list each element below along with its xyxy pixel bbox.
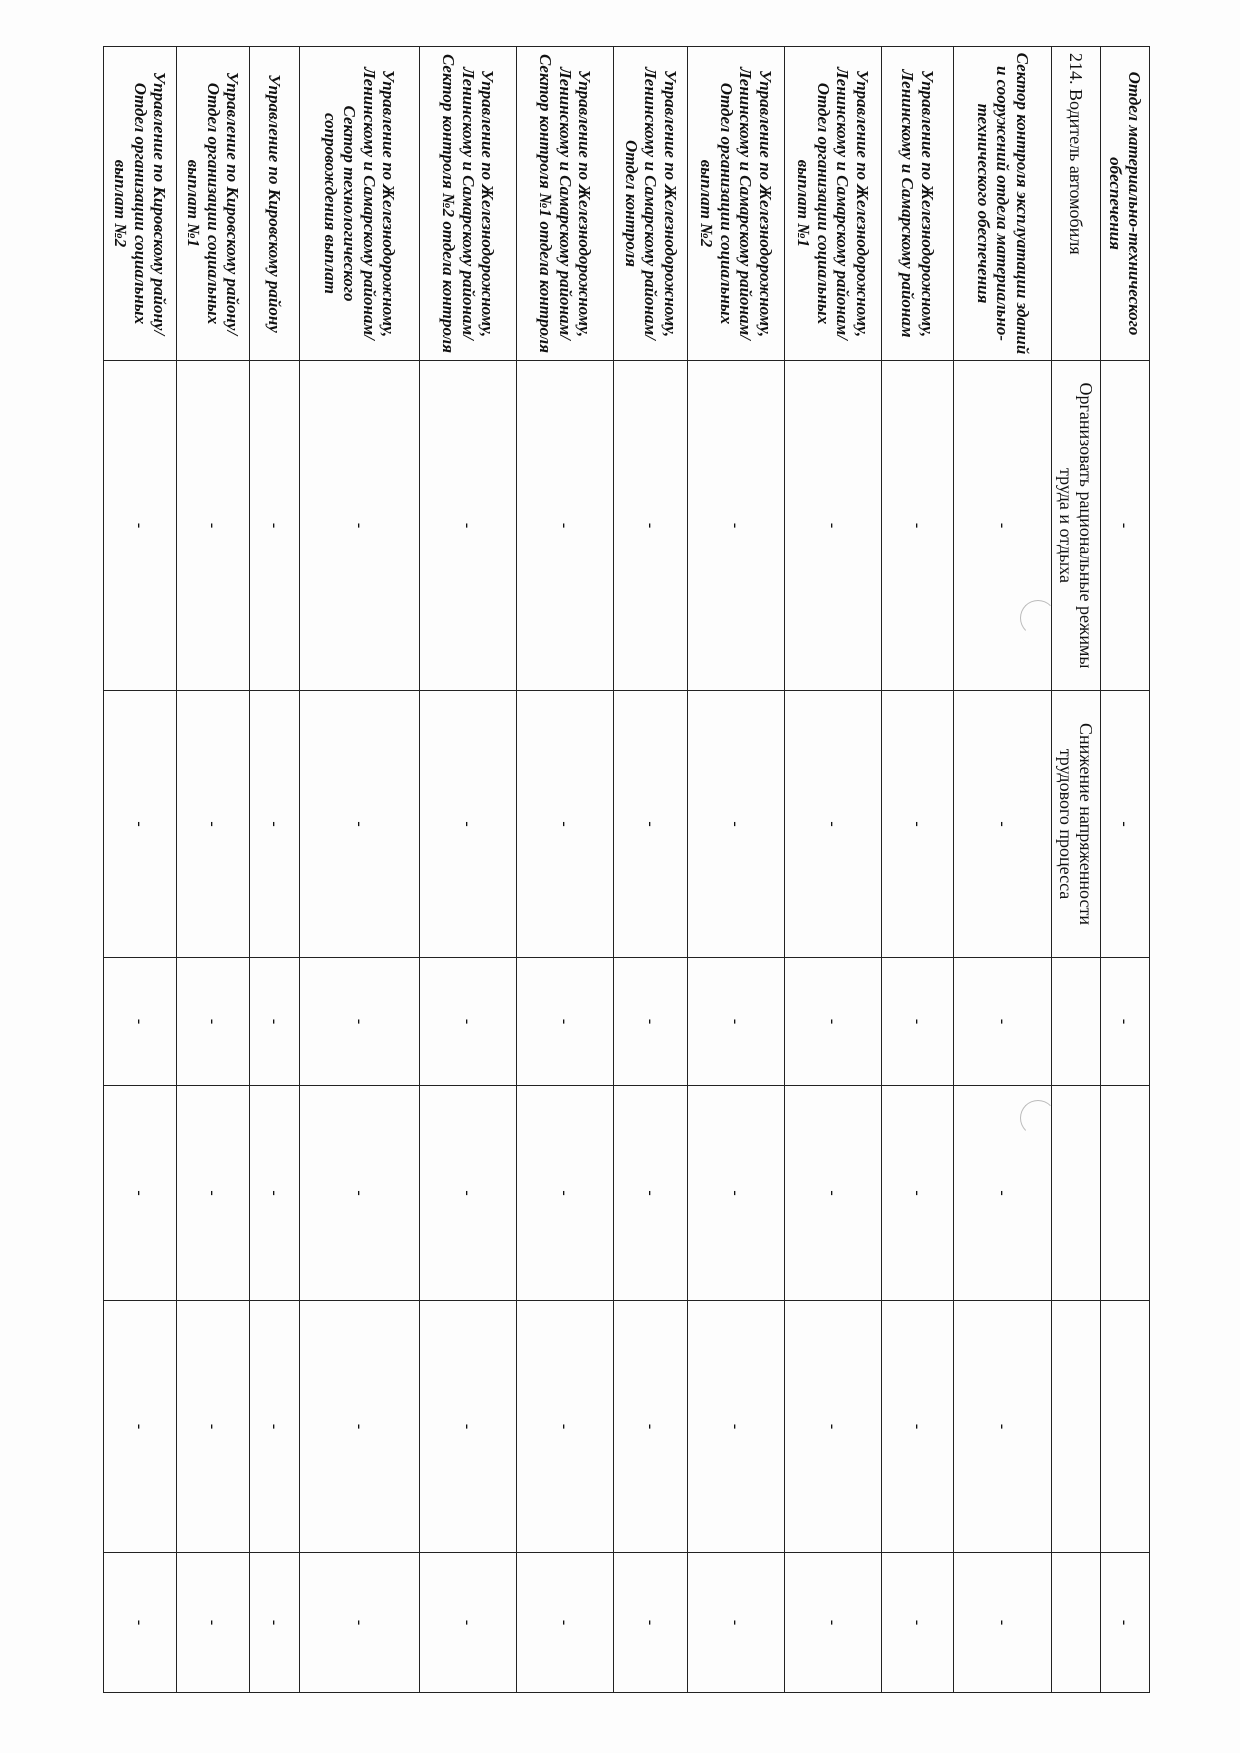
dash-cell: - [688,361,785,691]
table-row [614,47,688,1693]
measure-text-cell: Снижение напряженности трудового процесса [1052,691,1101,958]
dash-cell: - [785,1301,882,1553]
dash-cell: - [420,1553,517,1693]
dash-cell: - [104,691,177,958]
dash-cell: - [420,361,517,691]
dash-cell: - [614,1301,688,1553]
dash-cell: - [688,1553,785,1693]
dash-cell: - [1101,361,1150,691]
dash-cell: - [785,361,882,691]
dash-cell: - [688,1086,785,1301]
dash-cell [1052,958,1101,1086]
dash-cell [1052,1086,1101,1301]
table-row [954,47,1052,1693]
dash-cell: - [104,1301,177,1553]
dash-cell: - [300,1301,420,1553]
punch-hole-mark [1020,600,1056,636]
dash-cell: - [1101,691,1150,958]
dash-cell: - [954,1301,1052,1553]
dash-cell [1052,1553,1101,1693]
dash-cell: - [300,958,420,1086]
dash-cell: - [882,361,954,691]
dash-cell: - [954,361,1052,691]
dash-cell: - [882,1086,954,1301]
dash-cell: - [104,958,177,1086]
punch-hole-mark [1020,1100,1056,1136]
dash-cell: - [250,1086,300,1301]
table-row [300,47,420,1693]
dash-cell: - [177,958,250,1086]
dash-cell: - [785,691,882,958]
dash-cell: - [614,1553,688,1693]
table-row [1101,47,1150,1693]
dash-cell: - [300,361,420,691]
dash-cell: - [882,691,954,958]
job-title-cell: 214. Водитель автомобиля [1052,47,1101,361]
dash-cell: - [300,691,420,958]
unit-name-cell: Управление по Кировскому району [250,47,300,361]
unit-name-cell: Управление по Кировскому району/ Отдел организации социальных выплат №1 [177,47,250,361]
dash-cell: - [177,361,250,691]
dash-cell [1101,1301,1150,1553]
dash-cell: - [785,958,882,1086]
dash-cell: - [177,1301,250,1553]
dash-cell: - [614,958,688,1086]
dash-cell: - [250,1301,300,1553]
dash-cell: - [1101,1553,1150,1693]
dash-cell: - [882,1301,954,1553]
dash-cell: - [614,361,688,691]
measure-text-cell: Организовать рациональные режимы труда и отдыха [1052,361,1101,691]
unit-name-cell: Сектор контроля эксплуатации зданий и сооружений отдела материально-технического обеспечения [954,47,1052,361]
dash-cell: - [250,958,300,1086]
unit-name-cell: Управление по Кировскому району/ Отдел организации социальных выплат №2 [104,47,177,361]
dash-cell: - [954,1086,1052,1301]
unit-name-cell: Управление по Железнодорожному, Ленинскому и Самарскому районам/ Отдел организации социальных выплат №1 [785,47,882,361]
table-row [785,47,882,1693]
dash-cell: - [517,1086,614,1301]
table-row [517,47,614,1693]
dash-cell: - [517,958,614,1086]
dash-cell: - [420,1301,517,1553]
table-row [1052,47,1101,1693]
dash-cell: - [517,1301,614,1553]
table-row [420,47,517,1693]
table-row [882,47,954,1693]
dash-cell: - [420,691,517,958]
table-body [104,47,1150,1693]
dash-cell: - [250,1553,300,1693]
table-row [250,47,300,1693]
dash-cell: - [785,1553,882,1693]
dash-cell: - [517,691,614,958]
dash-cell: - [420,1086,517,1301]
dash-cell: - [177,691,250,958]
dash-cell: - [177,1553,250,1693]
dash-cell: - [882,1553,954,1693]
dash-cell: - [785,1086,882,1301]
unit-name-cell: Управление по Железнодорожному, Ленинскому и Самарскому районам/ Сектор технологического сопровождения выплат [300,47,420,361]
dash-cell: - [688,1301,785,1553]
dash-cell: - [954,691,1052,958]
dash-cell: - [300,1086,420,1301]
dash-cell: - [250,691,300,958]
table-row [177,47,250,1693]
measures-table [103,46,1150,1693]
dash-cell: - [300,1553,420,1693]
dash-cell: - [517,1553,614,1693]
dash-cell: - [104,1086,177,1301]
unit-name-cell: Управление по Железнодорожному, Ленинскому и Самарскому районам/ Сектор контроля №1 отдела контроля [517,47,614,361]
rotated-page-area [104,46,1150,1692]
rotated-table-container [104,46,1150,1692]
dash-cell [1101,1086,1150,1301]
unit-name-cell: Управление по Железнодорожному, Ленинскому и Самарскому районам [882,47,954,361]
dash-cell: - [688,691,785,958]
dash-cell: - [517,361,614,691]
dash-cell: - [954,1553,1052,1693]
unit-name-cell: Управление по Железнодорожному, Ленинскому и Самарскому районам/ Отдел организации социальных выплат №2 [688,47,785,361]
dash-cell [1052,1301,1101,1553]
table-row [688,47,785,1693]
dash-cell: - [104,361,177,691]
dash-cell: - [250,361,300,691]
dash-cell: - [614,691,688,958]
unit-name-cell: Отдел материально-технического обеспечения [1101,47,1150,361]
unit-name-cell: Управление по Железнодорожному, Ленинскому и Самарскому районам/ Отдел контроля [614,47,688,361]
dash-cell: - [882,958,954,1086]
dash-cell: - [104,1553,177,1693]
dash-cell: - [954,958,1052,1086]
table-row [104,47,177,1693]
dash-cell: - [688,958,785,1086]
unit-name-cell: Управление по Железнодорожному, Ленинскому и Самарскому районам/ Сектор контроля №2 отдела контроля [420,47,517,361]
dash-cell: - [614,1086,688,1301]
dash-cell: - [420,958,517,1086]
dash-cell: - [177,1086,250,1301]
dash-cell: - [1101,958,1150,1086]
